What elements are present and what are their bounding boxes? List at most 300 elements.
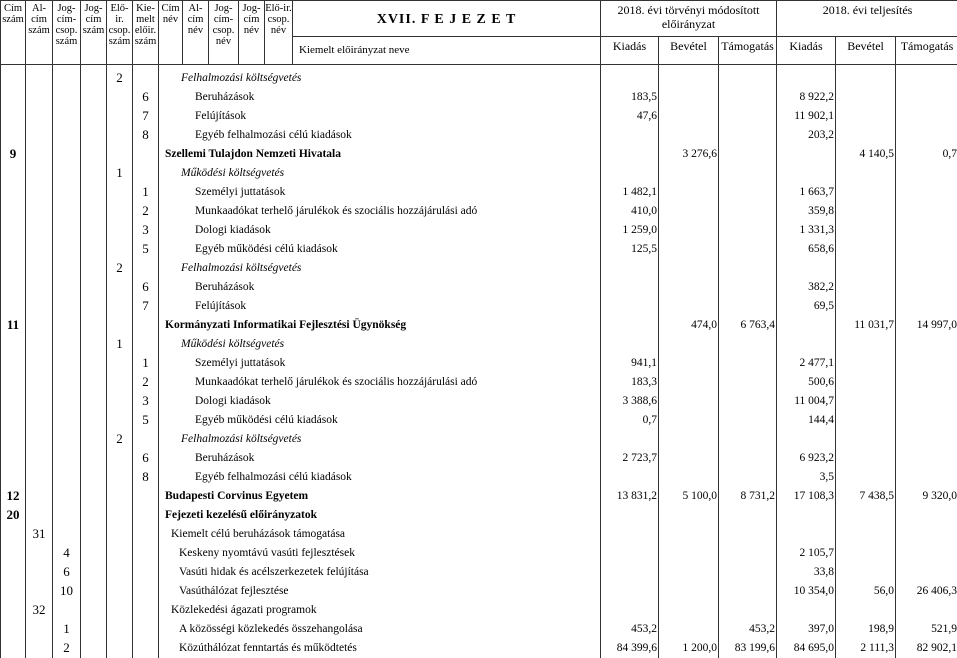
alcim-szam [26, 544, 53, 563]
row-name: Munkaadókat terhelő járulékok és szociális hozzájárulási adó [159, 373, 601, 392]
value-kiadas [601, 506, 659, 525]
value-kiadas [601, 601, 659, 620]
cim-szam [1, 88, 26, 107]
eloircsop-szam [107, 240, 133, 259]
kiemelt-szam: 6 [133, 449, 159, 468]
table-row [1, 639, 957, 658]
value-telj-kiadas: 359,8 [777, 202, 836, 221]
table-row [1, 620, 957, 639]
group-teljesites: 2018. évi teljesítés [777, 1, 957, 37]
value-telj-tamogatas: 26 406,3 [896, 582, 957, 601]
table-row [1, 335, 957, 354]
eloircsop-szam [107, 468, 133, 487]
value-bevetel [659, 354, 719, 373]
cim-szam [1, 525, 26, 544]
alcim-szam [26, 411, 53, 430]
table-row [1, 544, 957, 563]
value-telj-bevetel [836, 411, 896, 430]
value-kiadas [601, 563, 659, 582]
table-row [1, 107, 957, 126]
kiemelt-szam [133, 601, 159, 620]
row-name: Keskeny nyomtávú vasúti fejlesztések [159, 544, 601, 563]
value-telj-tamogatas [896, 525, 957, 544]
jogcimcsop-szam [53, 88, 81, 107]
cim-szam [1, 373, 26, 392]
value-tamogatas [719, 563, 777, 582]
alcim-szam [26, 449, 53, 468]
value-telj-tamogatas: 14 997,0 [896, 316, 957, 335]
value-bevetel [659, 525, 719, 544]
value-tamogatas [719, 65, 777, 88]
value-telj-bevetel [836, 468, 896, 487]
jogcim-szam [81, 544, 107, 563]
value-tamogatas [719, 430, 777, 449]
col-kiemelt-nev: Kiemelt előirányzat neve [293, 37, 601, 65]
jogcimcsop-szam [53, 202, 81, 221]
value-tamogatas [719, 221, 777, 240]
row-name: Dologi kiadások [159, 221, 601, 240]
table-row [1, 411, 957, 430]
value-bevetel [659, 449, 719, 468]
value-telj-tamogatas: 82 902,1 [896, 639, 957, 658]
cim-szam [1, 544, 26, 563]
row-name: Felhalmozási költségvetés [159, 65, 601, 88]
value-kiadas [601, 468, 659, 487]
eloircsop-szam [107, 601, 133, 620]
eloircsop-szam [107, 183, 133, 202]
value-tamogatas [719, 240, 777, 259]
value-telj-bevetel [836, 430, 896, 449]
value-tamogatas [719, 164, 777, 183]
value-bevetel [659, 373, 719, 392]
cim-szam [1, 107, 26, 126]
row-name: Közúthálózat fenntartás és működtetés [159, 639, 601, 658]
jogcim-szam [81, 202, 107, 221]
eloircsop-szam [107, 278, 133, 297]
jogcimcsop-szam [53, 240, 81, 259]
table-row [1, 221, 957, 240]
value-bevetel [659, 601, 719, 620]
alcim-szam [26, 297, 53, 316]
value-telj-tamogatas [896, 88, 957, 107]
kiemelt-szam: 5 [133, 411, 159, 430]
table-row [1, 65, 957, 88]
value-telj-tamogatas [896, 411, 957, 430]
value-telj-bevetel [836, 525, 896, 544]
alcim-szam [26, 202, 53, 221]
kiemelt-szam: 5 [133, 240, 159, 259]
value-kiadas [601, 582, 659, 601]
jogcim-szam [81, 278, 107, 297]
eloircsop-szam: 1 [107, 164, 133, 183]
jogcimcsop-szam [53, 373, 81, 392]
cim-szam [1, 221, 26, 240]
table-row [1, 316, 957, 335]
jogcim-szam [81, 65, 107, 88]
eloircsop-szam [107, 525, 133, 544]
value-telj-kiadas [777, 164, 836, 183]
value-telj-bevetel [836, 544, 896, 563]
cim-szam [1, 411, 26, 430]
eloircsop-szam [107, 354, 133, 373]
cim-szam [1, 392, 26, 411]
value-telj-bevetel [836, 240, 896, 259]
jogcimcsop-szam [53, 297, 81, 316]
jogcim-szam [81, 525, 107, 544]
value-telj-kiadas [777, 145, 836, 164]
value-kiadas: 183,5 [601, 88, 659, 107]
row-name: Munkaadókat terhelő járulékok és szociális hozzájárulási adó [159, 202, 601, 221]
value-kiadas: 1 482,1 [601, 183, 659, 202]
value-kiadas [601, 278, 659, 297]
cim-szam [1, 620, 26, 639]
value-telj-tamogatas [896, 468, 957, 487]
value-telj-kiadas: 144,4 [777, 411, 836, 430]
value-kiadas [601, 544, 659, 563]
eloircsop-szam [107, 449, 133, 468]
value-kiadas [601, 164, 659, 183]
value-kiadas: 183,3 [601, 373, 659, 392]
cim-szam [1, 164, 26, 183]
value-telj-bevetel [836, 373, 896, 392]
value-bevetel: 1 200,0 [659, 639, 719, 658]
value-kiadas [601, 65, 659, 88]
cim-szam [1, 126, 26, 145]
value-bevetel [659, 335, 719, 354]
eloircsop-szam [107, 373, 133, 392]
value-telj-tamogatas [896, 563, 957, 582]
value-kiadas [601, 259, 659, 278]
cim-szam [1, 259, 26, 278]
alcim-szam [26, 183, 53, 202]
jogcimcsop-szam [53, 278, 81, 297]
value-kiadas: 0,7 [601, 411, 659, 430]
row-name: Személyi juttatások [159, 354, 601, 373]
alcim-szam [26, 335, 53, 354]
value-telj-bevetel [836, 354, 896, 373]
value-telj-bevetel [836, 88, 896, 107]
value-telj-tamogatas [896, 297, 957, 316]
kiemelt-szam [133, 525, 159, 544]
eloircsop-szam: 2 [107, 259, 133, 278]
kiemelt-szam [133, 65, 159, 88]
eloircsop-szam [107, 544, 133, 563]
kiemelt-szam: 3 [133, 221, 159, 240]
value-bevetel: 3 276,6 [659, 145, 719, 164]
value-kiadas [601, 335, 659, 354]
col-cim-szam: Cím szám [1, 1, 26, 65]
value-bevetel: 5 100,0 [659, 487, 719, 506]
value-telj-bevetel: 11 031,7 [836, 316, 896, 335]
value-telj-tamogatas [896, 544, 957, 563]
value-telj-kiadas [777, 506, 836, 525]
value-telj-kiadas: 11 902,1 [777, 107, 836, 126]
jogcim-szam [81, 563, 107, 582]
jogcimcsop-szam [53, 316, 81, 335]
jogcimcsop-szam [53, 65, 81, 88]
jogcimcsop-szam [53, 335, 81, 354]
row-name: Egyéb működési célú kiadások [159, 411, 601, 430]
row-name: A közösségi közlekedés összehangolása [159, 620, 601, 639]
table-row [1, 563, 957, 582]
jogcim-szam [81, 297, 107, 316]
col-kiadas-1: Kiadás [601, 37, 659, 65]
jogcimcsop-szam [53, 449, 81, 468]
col-jogcimcsop-szam: Jog-cím-csop. szám [53, 1, 81, 65]
jogcim-szam [81, 316, 107, 335]
kiemelt-szam: 2 [133, 202, 159, 221]
jogcimcsop-szam [53, 487, 81, 506]
kiemelt-szam [133, 620, 159, 639]
value-telj-kiadas: 658,6 [777, 240, 836, 259]
eloircsop-szam [107, 487, 133, 506]
value-kiadas: 84 399,6 [601, 639, 659, 658]
row-name: Egyéb felhalmozási célú kiadások [159, 126, 601, 145]
value-telj-bevetel [836, 183, 896, 202]
value-telj-kiadas: 1 331,3 [777, 221, 836, 240]
row-name: Beruházások [159, 449, 601, 468]
eloircsop-szam [107, 297, 133, 316]
value-telj-tamogatas [896, 392, 957, 411]
value-tamogatas [719, 544, 777, 563]
table-row [1, 601, 957, 620]
row-name: Kiemelt célú beruházások támogatása [159, 525, 601, 544]
jogcimcsop-szam [53, 259, 81, 278]
value-telj-tamogatas [896, 202, 957, 221]
table-row [1, 525, 957, 544]
row-name: Beruházások [159, 278, 601, 297]
jogcimcsop-szam [53, 525, 81, 544]
table-row [1, 373, 957, 392]
value-bevetel [659, 563, 719, 582]
kiemelt-szam [133, 506, 159, 525]
alcim-szam [26, 316, 53, 335]
kiemelt-szam: 1 [133, 183, 159, 202]
alcim-szam [26, 620, 53, 639]
value-telj-kiadas [777, 65, 836, 88]
value-kiadas [601, 316, 659, 335]
col-bevetel-2: Bevétel [836, 37, 896, 65]
value-telj-tamogatas: 521,9 [896, 620, 957, 639]
table-row [1, 278, 957, 297]
value-telj-kiadas: 6 923,2 [777, 449, 836, 468]
value-kiadas: 453,2 [601, 620, 659, 639]
value-telj-kiadas: 500,6 [777, 373, 836, 392]
jogcim-szam [81, 639, 107, 658]
jogcim-szam [81, 392, 107, 411]
alcim-szam [26, 164, 53, 183]
alcim-szam: 31 [26, 525, 53, 544]
value-telj-kiadas: 1 663,7 [777, 183, 836, 202]
jogcim-szam [81, 107, 107, 126]
cim-szam: 11 [1, 316, 26, 335]
value-kiadas [601, 525, 659, 544]
jogcimcsop-szam [53, 392, 81, 411]
row-name: Egyéb felhalmozási célú kiadások [159, 468, 601, 487]
value-telj-kiadas: 203,2 [777, 126, 836, 145]
value-telj-bevetel: 4 140,5 [836, 145, 896, 164]
value-tamogatas [719, 183, 777, 202]
jogcim-szam [81, 164, 107, 183]
alcim-szam [26, 563, 53, 582]
cim-szam [1, 202, 26, 221]
eloircsop-szam [107, 582, 133, 601]
table-row [1, 487, 957, 506]
value-telj-kiadas: 3,5 [777, 468, 836, 487]
value-tamogatas [719, 601, 777, 620]
jogcim-szam [81, 449, 107, 468]
col-eloircsop-nev: Elő-ir. csop. név [265, 1, 293, 65]
jogcimcsop-szam: 6 [53, 563, 81, 582]
value-bevetel [659, 107, 719, 126]
col-jogcim-szam: Jog-cím szám [81, 1, 107, 65]
jogcimcsop-szam [53, 221, 81, 240]
eloircsop-szam [107, 126, 133, 145]
value-bevetel [659, 297, 719, 316]
row-name: Beruházások [159, 88, 601, 107]
alcim-szam [26, 354, 53, 373]
table-row [1, 88, 957, 107]
kiemelt-szam [133, 582, 159, 601]
value-tamogatas [719, 582, 777, 601]
row-name: Szellemi Tulajdon Nemzeti Hivatala [159, 145, 601, 164]
value-bevetel [659, 582, 719, 601]
value-telj-kiadas: 11 004,7 [777, 392, 836, 411]
kiemelt-szam: 7 [133, 107, 159, 126]
value-bevetel [659, 202, 719, 221]
value-telj-tamogatas [896, 240, 957, 259]
row-name: Fejezeti kezelésű előirányzatok [159, 506, 601, 525]
value-kiadas: 125,5 [601, 240, 659, 259]
alcim-szam [26, 221, 53, 240]
value-telj-bevetel [836, 563, 896, 582]
value-bevetel [659, 392, 719, 411]
jogcim-szam [81, 221, 107, 240]
jogcim-szam [81, 88, 107, 107]
value-kiadas: 13 831,2 [601, 487, 659, 506]
value-tamogatas [719, 525, 777, 544]
value-bevetel [659, 183, 719, 202]
jogcim-szam [81, 183, 107, 202]
cim-szam [1, 354, 26, 373]
col-tamogatas-1: Támogatás [719, 37, 777, 65]
kiemelt-szam [133, 335, 159, 354]
jogcimcsop-szam: 2 [53, 639, 81, 658]
value-telj-tamogatas [896, 278, 957, 297]
value-tamogatas [719, 373, 777, 392]
value-telj-bevetel: 2 111,3 [836, 639, 896, 658]
jogcimcsop-szam: 4 [53, 544, 81, 563]
value-kiadas: 47,6 [601, 107, 659, 126]
alcim-szam [26, 126, 53, 145]
value-telj-bevetel: 198,9 [836, 620, 896, 639]
value-telj-bevetel [836, 297, 896, 316]
value-tamogatas [719, 126, 777, 145]
value-telj-bevetel [836, 65, 896, 88]
row-name: Egyéb működési célú kiadások [159, 240, 601, 259]
table-row [1, 297, 957, 316]
cim-szam: 20 [1, 506, 26, 525]
eloircsop-szam [107, 316, 133, 335]
cim-szam [1, 468, 26, 487]
kiemelt-szam [133, 544, 159, 563]
value-telj-kiadas: 8 922,2 [777, 88, 836, 107]
table-row [1, 430, 957, 449]
value-tamogatas [719, 354, 777, 373]
kiemelt-szam: 6 [133, 88, 159, 107]
value-telj-bevetel: 56,0 [836, 582, 896, 601]
alcim-szam [26, 259, 53, 278]
value-telj-tamogatas [896, 601, 957, 620]
value-tamogatas: 8 731,2 [719, 487, 777, 506]
value-kiadas [601, 126, 659, 145]
col-eloircsop-szam: Elő-ir. csop. szám [107, 1, 133, 65]
value-telj-bevetel [836, 107, 896, 126]
value-telj-kiadas: 33,8 [777, 563, 836, 582]
value-telj-tamogatas: 0,7 [896, 145, 957, 164]
jogcim-szam [81, 506, 107, 525]
value-telj-bevetel [836, 392, 896, 411]
value-telj-kiadas [777, 316, 836, 335]
value-telj-bevetel [836, 449, 896, 468]
value-tamogatas [719, 449, 777, 468]
row-name: Felújítások [159, 107, 601, 126]
kiemelt-szam [133, 145, 159, 164]
value-telj-kiadas: 2 477,1 [777, 354, 836, 373]
alcim-szam [26, 392, 53, 411]
row-name: Dologi kiadások [159, 392, 601, 411]
table-row [1, 183, 957, 202]
table-row [1, 259, 957, 278]
alcim-szam [26, 65, 53, 88]
eloircsop-szam [107, 392, 133, 411]
alcim-szam: 32 [26, 601, 53, 620]
value-kiadas: 941,1 [601, 354, 659, 373]
alcim-szam [26, 278, 53, 297]
cim-szam [1, 278, 26, 297]
col-cim-nev: Cím név [159, 1, 183, 65]
alcim-szam [26, 107, 53, 126]
row-name: Felhalmozási költségvetés [159, 430, 601, 449]
value-kiadas: 410,0 [601, 202, 659, 221]
value-tamogatas: 83 199,6 [719, 639, 777, 658]
cim-szam [1, 430, 26, 449]
value-telj-tamogatas [896, 449, 957, 468]
cim-szam [1, 639, 26, 658]
eloircsop-szam [107, 107, 133, 126]
value-bevetel [659, 620, 719, 639]
alcim-szam [26, 506, 53, 525]
value-telj-kiadas: 2 105,7 [777, 544, 836, 563]
alcim-szam [26, 639, 53, 658]
value-telj-kiadas: 397,0 [777, 620, 836, 639]
table-row [1, 126, 957, 145]
kiemelt-szam [133, 639, 159, 658]
jogcim-szam [81, 411, 107, 430]
table-row [1, 202, 957, 221]
value-kiadas: 1 259,0 [601, 221, 659, 240]
alcim-szam [26, 468, 53, 487]
value-tamogatas [719, 107, 777, 126]
value-bevetel: 474,0 [659, 316, 719, 335]
value-telj-tamogatas [896, 221, 957, 240]
row-name: Személyi juttatások [159, 183, 601, 202]
value-telj-tamogatas [896, 259, 957, 278]
value-tamogatas [719, 202, 777, 221]
jogcimcsop-szam: 1 [53, 620, 81, 639]
value-kiadas [601, 430, 659, 449]
value-tamogatas [719, 259, 777, 278]
